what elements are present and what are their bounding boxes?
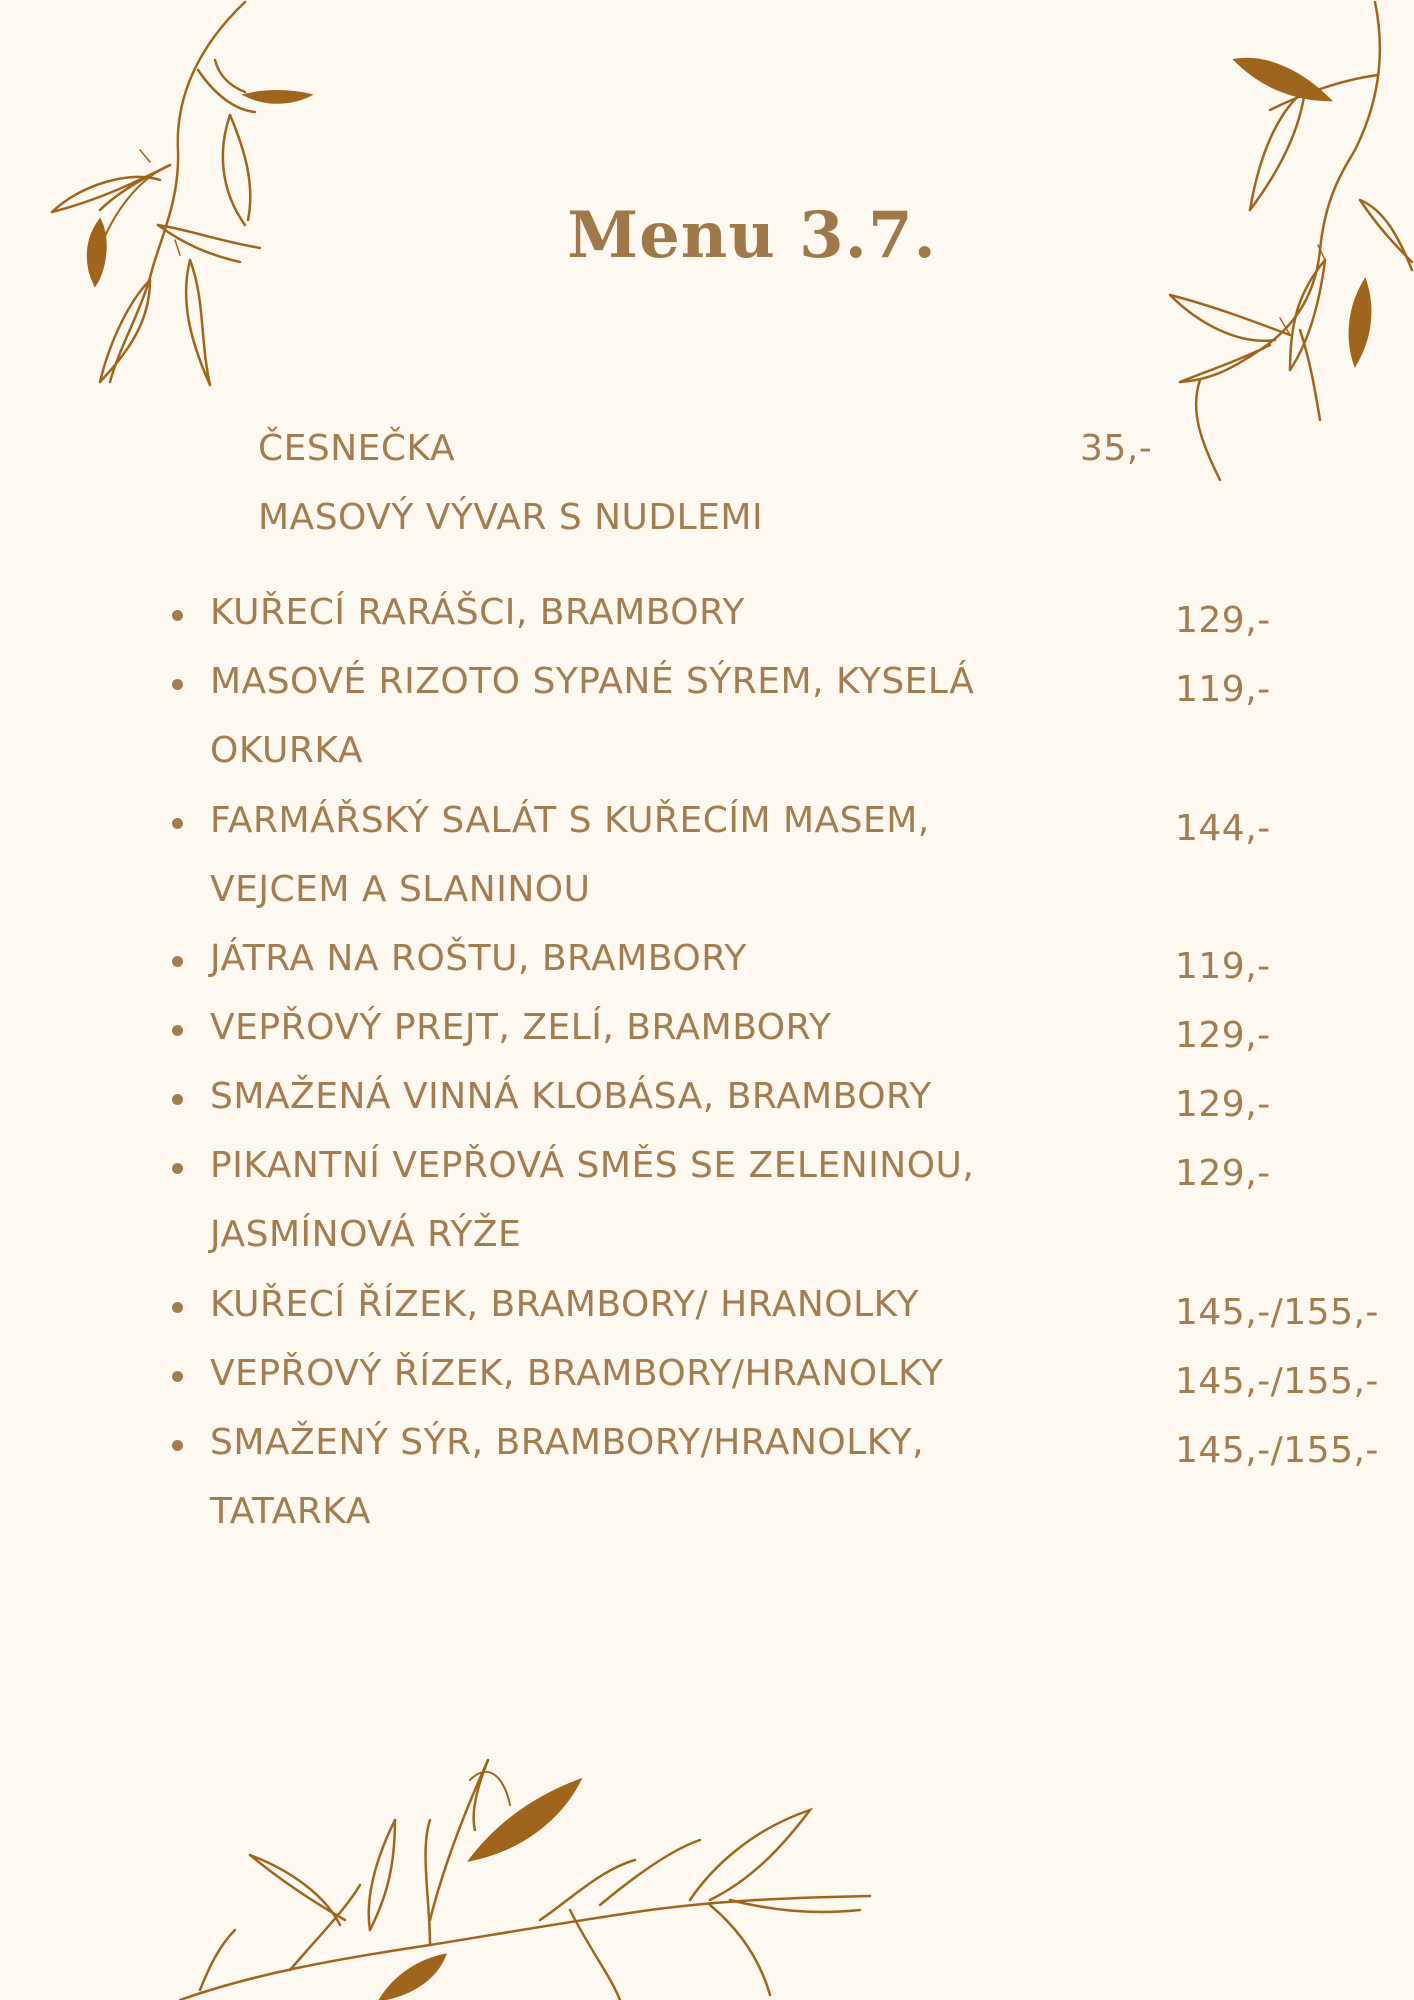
soup-item: MASOVÝ VÝVAR S NUDLEMI [258, 497, 764, 538]
page-title: Menu 3.7. [567, 198, 937, 273]
dish-name: KUŘECÍ RARÁŠCI, BRAMBORY [210, 592, 745, 633]
dish-name: SMAŽENÁ VINNÁ KLOBÁSA, BRAMBORY [210, 1076, 932, 1117]
dish-name: FARMÁŘSKÝ SALÁT S KUŘECÍM MASEM, VEJCEM A SLANINOU [210, 800, 930, 910]
dish-price: 145,-/155,- [1175, 1430, 1379, 1471]
bullet-icon [172, 610, 183, 621]
dish-price: 119,- [1175, 669, 1271, 710]
bullet-icon [172, 1440, 183, 1451]
dish-name: JÁTRA NA ROŠTU, BRAMBORY [210, 938, 747, 979]
dish-price: 144,- [1175, 808, 1271, 849]
dish-price: 129,- [1175, 1015, 1271, 1056]
dish-price: 129,- [1175, 600, 1271, 641]
dish-name: VEPŘOVÝ PREJT, ZELÍ, BRAMBORY [210, 1007, 832, 1048]
dish-name: VEPŘOVÝ ŘÍZEK, BRAMBORY/HRANOLKY [210, 1353, 944, 1394]
dish-name: PIKANTNÍ VEPŘOVÁ SMĚS SE ZELENINOU, JASMÍNOVÁ RÝŽE [210, 1145, 975, 1255]
dish-price: 145,-/155,- [1175, 1292, 1379, 1333]
bullet-icon [172, 1302, 183, 1313]
bullet-icon [172, 1163, 183, 1174]
dish-name: KUŘECÍ ŘÍZEK, BRAMBORY/ HRANOLKY [210, 1284, 919, 1325]
soup-price: 35,- [1080, 428, 1153, 469]
dish-price: 119,- [1175, 946, 1271, 987]
bullet-icon [172, 956, 183, 967]
dish-price: 145,-/155,- [1175, 1361, 1379, 1402]
bullet-icon [172, 1094, 183, 1105]
leafy-branch-icon [170, 1720, 890, 2000]
dish-price: 129,- [1175, 1084, 1271, 1125]
soup-item: ČESNEČKA [258, 428, 456, 469]
bullet-icon [172, 679, 183, 690]
dish-price: 129,- [1175, 1153, 1271, 1194]
bullet-icon [172, 818, 183, 829]
bullet-icon [172, 1371, 183, 1382]
bullet-icon [172, 1025, 183, 1036]
dish-name: SMAŽENÝ SÝR, BRAMBORY/HRANOLKY, TATARKA [210, 1422, 925, 1532]
dish-name: MASOVÉ RIZOTO SYPANÉ SÝREM, KYSELÁ OKURKA [210, 661, 975, 771]
